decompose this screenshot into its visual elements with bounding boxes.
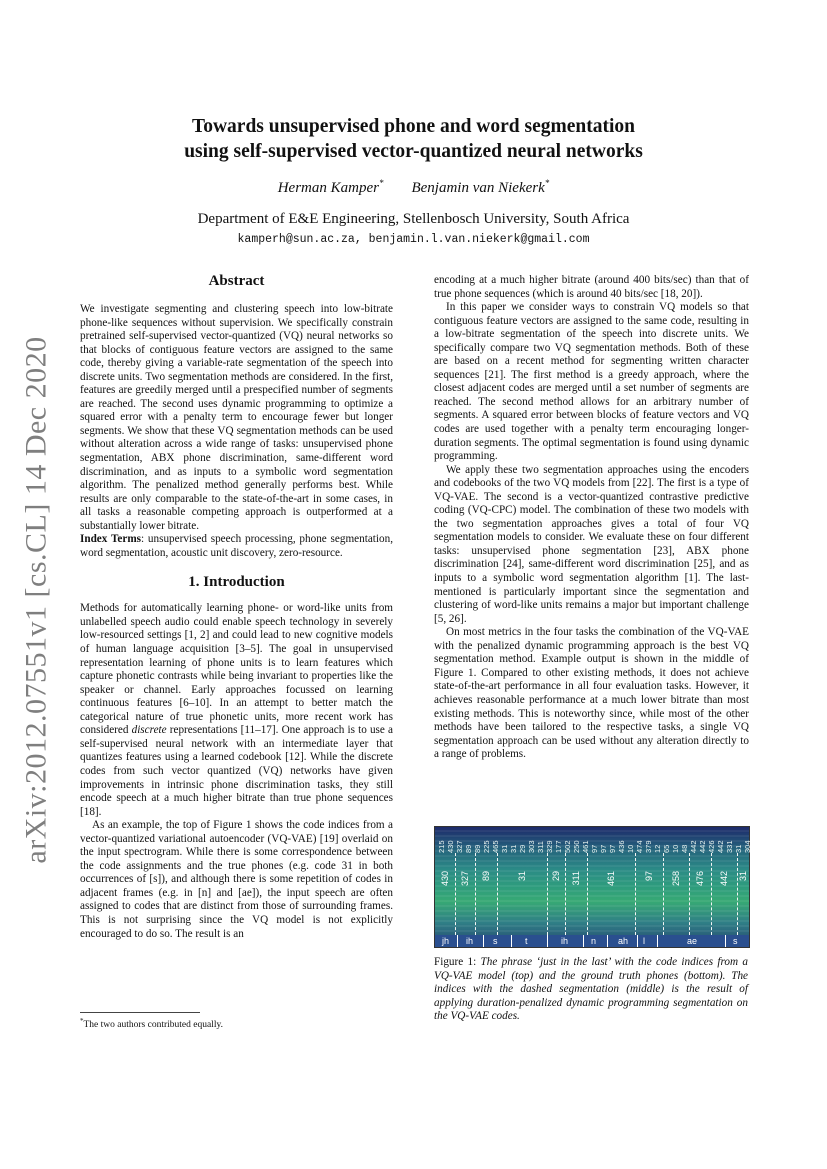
phone-label: ih [466,936,474,946]
figure-1-caption [434,956,748,1024]
index-terms [80,533,393,560]
author-emails: kamperh@sun.ac.za, benjamin.l.van.niekerk@gmail.com [237,233,590,246]
intro-paragraph-1 [80,602,393,819]
title-line-1: Towards unsupervised phone and word segmentation [192,116,635,137]
phone-label: jh [442,936,450,946]
figure-1-spectrogram [434,826,750,948]
right-column [434,274,749,762]
code-index: 303 [527,840,536,853]
author-list [0,178,827,197]
phone-label: s [493,936,498,946]
segment-code-label: 327 [460,871,470,887]
code-index: 250 [572,840,581,853]
phone-label: ih [561,936,569,946]
code-index: 304 [743,840,752,853]
code-index: 379 [644,840,653,853]
code-index: 97 [608,844,617,853]
segment-code-label: 31 [517,871,527,882]
author-1-name: Herman Kamper [277,180,379,196]
segment-code-label: 311 [571,871,581,886]
code-index: 65 [662,844,671,853]
author-1-mark: * [378,178,384,188]
code-indices-row [435,827,752,853]
phone-label: ae [687,936,698,946]
code-index: 177 [554,840,563,853]
segment-code-label: 97 [644,871,654,882]
intro-heading: 1. Introduction [188,574,285,591]
code-index: 311 [536,841,545,853]
code-index: 465 [491,840,500,853]
code-index: 215 [437,840,446,853]
code-index: 426 [707,840,716,853]
right-paragraph-4: On most metrics in the four tasks the combination of the VQ-VAE with the penalized dynamic programming approach is the best VQ segmentation method. Example output is shown in the middle of Figure 1. Compared to other existing methods, it does not achieve state-of-the-art performance in all four evaluation tasks. However, it achieves reasonable performance at a much lower bitrate than most existing methods. This is noteworthy since, while most of the other methods have been tailored to the respective tasks, a single VQ segmentation approach can be used without any alteration directly to a range of problems. [434,626,749,761]
segment-code-label: 29 [551,871,561,882]
arxiv-identifier-text: arXiv:2012.07551v1 [cs.CL] 14 Dec 2020 [20,336,53,864]
phone-labels-bar [435,935,749,947]
code-index: 31 [734,844,743,853]
author-2-name: Benjamin van Niekerk [411,180,545,196]
segment-code-label: 258 [671,871,681,887]
code-index: 442 [716,840,725,853]
footnote-divider [80,1012,200,1013]
phone-boundary [547,935,548,947]
code-index: 89 [473,844,482,853]
left-column [80,270,393,941]
code-index: 225 [482,840,491,853]
code-index: 442 [689,840,698,853]
phone-label: l [643,936,645,946]
code-index: 436 [617,840,626,853]
code-index: 97 [599,844,608,853]
right-paragraph-3: We apply these two segmentation approaches using the encoders and codebooks of the two VQ models from [22]. The first is a type of VQ-VAE. The second is a vector-quantized contrastive predictive coding (VQ-CPC) model. The combination of these two models with the two segmentation approaches gives a total of four VQ segmentation models to consider. We evaluate these on four different tasks: unsupervised phone segmentation [23], ABX phone discrimination [24], same-different word discrimination [25], and as inputs to a symbolic word segmentation algorithm [1]. The last-mentioned is particularly important since the segmentation and clustering of word-like units remains a major but important challenge [5, 26]. [434,463,749,625]
author-1 [278,180,384,196]
figure-caption-text: The phrase ‘just in the last’ with the code indices from a VQ-VAE model (top) and the ground truth phones (bottom). The indices with the dashed segmentation (middle) is the result of applying duration-penalized dynamic programming segmentation on the VQ-VAE codes. [434,956,748,1023]
code-index: 10 [671,844,680,853]
phone-boundary [725,935,726,947]
intro-p1-text-a: Methods for automatically learning phone- or word-like units from unlabelled speech audio could enable speech technology in severely low-resourced settings [1, 2] and could lead to new cognitive models of human language acquisition [3–5]. The goal in unsupervised representation learning of phone units is to learn features which capture phonetic contrasts while being invariant to properties like the speaker or channel. Early approaches focussed on learning continuous features [6–10]. In an attempt to better match the categorical nature of true phonetic units, more recent work has considered [80,602,393,737]
phone-boundary [511,935,512,947]
phone-boundary [457,935,458,947]
index-terms-label: Index Terms [80,533,141,546]
code-index: 502 [563,840,572,853]
author-2 [411,180,549,196]
segment-boundary [737,853,738,935]
segment-boundary [565,853,566,935]
paper-title [0,114,827,164]
right-paragraph-1: encoding at a much higher bitrate (around 400 bits/sec) than that of true phone sequences (which is around 40 bits/sec [18, 20]). [434,274,749,300]
segment-boundary [587,853,588,935]
code-index: 89 [464,844,473,853]
affiliation: Department of E&E Engineering, Stellenbosch University, South Africa [197,211,630,227]
footnote-text: The two authors contributed equally. [83,1020,223,1031]
figure-caption-label: Figure 1: [434,956,481,968]
phone-boundary [607,935,608,947]
segment-boundary [689,853,690,935]
intro-p1-text-b: representations [11–17]. One approach is to use a self-supervised neural network with an intermediate layer that quantizes features using a learned codebook [12]. While the discrete codes from such vector quantized (VQ) networks have given improvements in intrinsic phone discrimination tasks, they still encode speech at a much higher bitrate than true phone sequences [18]. [80,724,393,818]
code-index: 48 [680,844,689,853]
code-index: 97 [590,844,599,853]
segment-boundary [455,853,456,935]
author-2-mark: * [544,178,550,188]
abstract-text: We investigate segmenting and clustering speech into low-bitrate phone-like sequences without supervision. We specifically constrain pretrained self-supervised vector-quantized (VQ) neural networks so that blocks of contiguous feature vectors are assigned to the same code, thereby giving a variable-rate segmentation of the speech into discrete units. Two segmentation methods are considered. In the first, features are greedily merged until a prespecified number of segments are reached. The second uses dynamic programming to optimize a squared error with a penalty term to encourage fewer but longer segments. We show that these VQ segmentation methods can be used without alteration across a wide range of tasks: unsupervised phone segmentation, ABX phone discrimination, same-different word discrimination, and as inputs to a symbolic word segmentation algorithm. The penalized method generally performs best. While results are only comparable to the state-of-the-art in some cases, in all tasks a reasonable competing approach is outperformed at a substantially lower bitrate. [80,303,393,532]
segment-code-label: 31 [738,871,748,882]
segment-code-label: 476 [695,871,705,887]
intro-paragraph-2: As an example, the top of Figure 1 shows the code indices from a vector-quantized variational autoencoder (VQ-VAE) [19] overlaid on the input spectrogram. While there is some correspondence between the code assignments and the true phones (e.g. code 31 in both occurrences of [s]), and although there is some repetition of codes in adjacent frames (e.g. in [n] and [ae]), the input speech are often assigned to codes that are distinct from those of surrounding frames. This is not surprising since the VQ model is not explicitly encouraged to do so. The result is an [80,819,393,940]
segment-boundary [547,853,548,935]
segment-boundary [497,853,498,935]
code-index: 29 [518,844,527,853]
segment-boundary [635,853,636,935]
code-index: 329 [545,840,554,853]
code-index: 12 [653,844,662,853]
phone-label: s [733,936,738,946]
code-index: 331 [725,840,734,853]
index-terms-text: : unsupervised speech processing, phone segmentation, word segmentation, acoustic unit discovery, zero-resource. [80,533,393,559]
right-paragraph-2: In this paper we consider ways to constrain VQ models so that contiguous feature vectors are assigned to the same code, resulting in a low-bitrate segmentation of the speech into discrete units. We specifically compare two VQ segmentation methods. Both of these are based on a recent method for segmenting written character sequences [21]. The first method is a greedy approach, where the closest adjacent codes are merged until a set number of segments are reached. The second method allows for an arbitrary number of segments. A squared error between blocks of feature vectors and VQ codes are used together with a penalty term encouraging longer-duration segments. The optimal segmentation is found using dynamic programming. [434,301,749,463]
segment-boundary [711,853,712,935]
segment-code-label: 461 [606,871,616,887]
segment-boundary [663,853,664,935]
arxiv-identifier [20,336,54,864]
code-index: 31 [509,844,518,853]
code-index: 461 [581,840,590,853]
phone-label: n [591,936,597,946]
phone-boundary [637,935,638,947]
segment-code-label: 430 [440,871,450,887]
code-index: 442 [698,840,707,853]
phone-boundary [657,935,658,947]
code-index: 10 [626,844,635,853]
title-line-2: using self-supervised vector-quantized neural networks [184,141,643,162]
code-index: 327 [455,840,464,853]
footnote [80,1017,223,1030]
code-index: 430 [446,840,455,853]
intro-p1-emphasis: discrete [131,724,167,737]
abstract-heading: Abstract [208,273,265,289]
phone-boundary [483,935,484,947]
segment-code-label: 89 [481,871,491,882]
segment-boundary [475,853,476,935]
phone-boundary [583,935,584,947]
phone-label: ah [618,936,629,946]
code-index: 31 [500,844,509,853]
code-index: 474 [635,840,644,853]
footnote-mark: * [80,1017,84,1025]
phone-label: t [525,936,528,946]
segment-code-label: 442 [719,871,729,887]
